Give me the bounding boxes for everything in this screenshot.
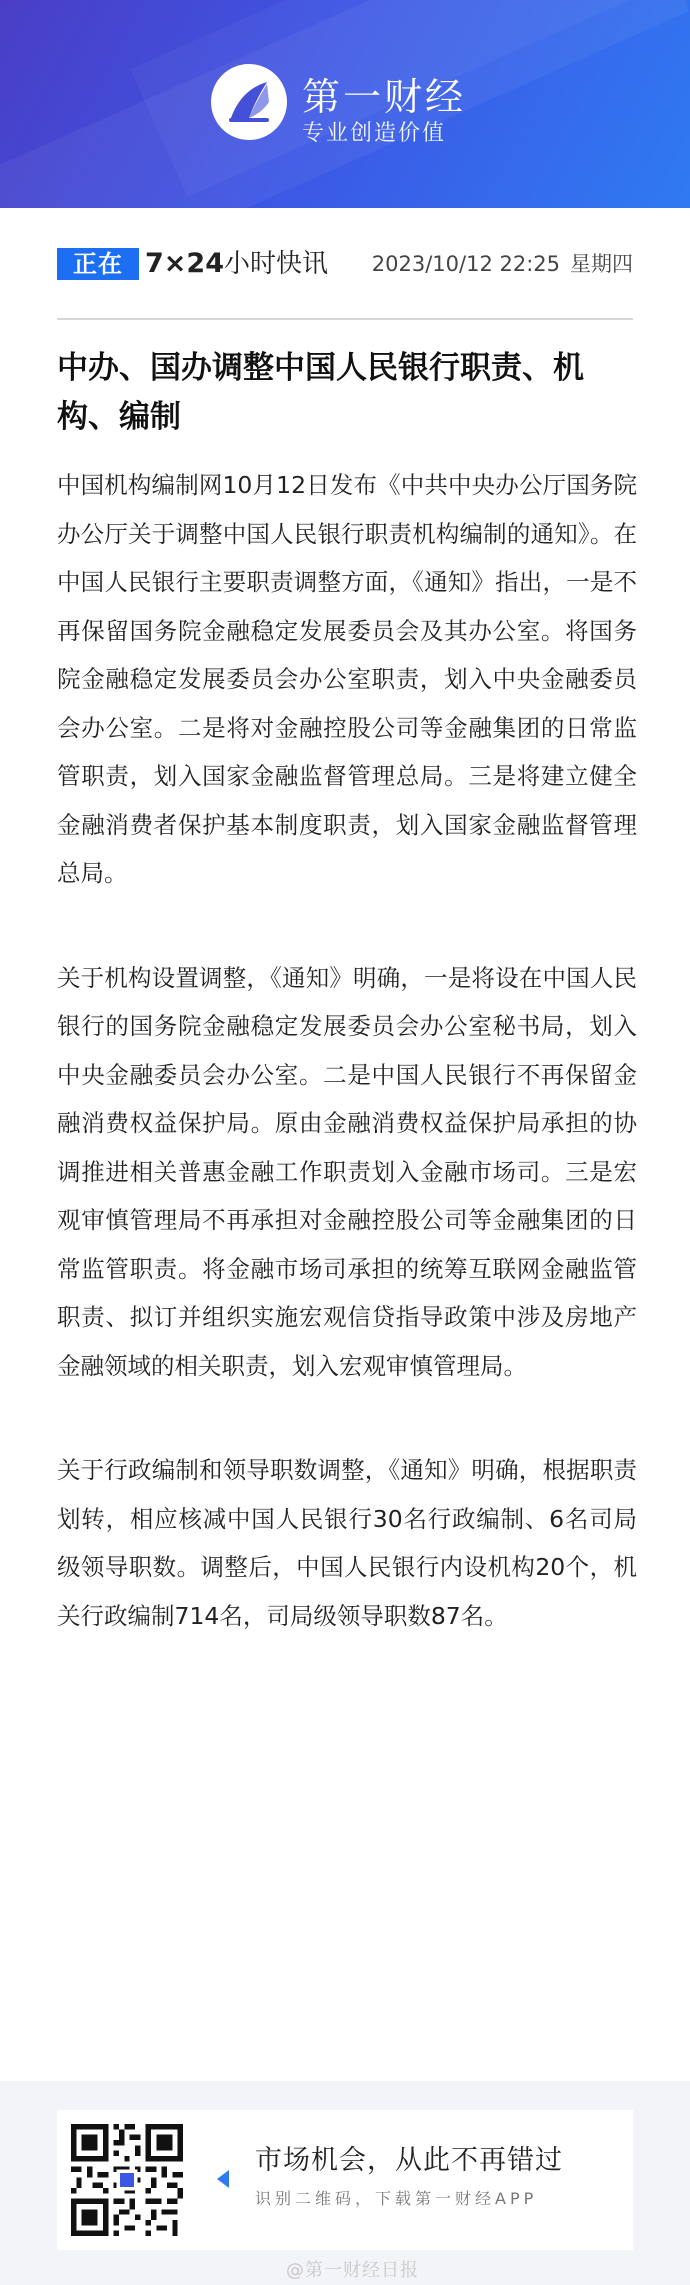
- play-arrow-icon: [215, 2168, 231, 2190]
- header-banner: [0, 0, 690, 208]
- yicai-logo-icon: [209, 62, 289, 142]
- publish-time: [372, 248, 633, 280]
- article-paragraph: 中国机构编制网10月12日发布《中共中央办公厅国务院办公厅关于调整中国人民银行职责机构编制的通知》。在中国人民银行主要职责调整方面，《通知》指出，一是不再保留国务院金融稳定发展委员会及其办公室。将国务院金融稳定发展委员会办公室职责，划入中央金融委员会办公室。二是将对金融控股公司等金融集团的日常监管职责，划入国家金融监督管理总局。三是将建立健全金融消费者保护基本制度职责，划入国家金融监督管理总局。: [57, 471, 637, 887]
- article-body: [57, 461, 637, 1696]
- section-name: [145, 248, 328, 280]
- article-card: [0, 208, 690, 2081]
- news-info-bar: [57, 244, 633, 284]
- promo-subtitle: 识别二维码，下载第一财经APP: [255, 2189, 538, 2208]
- publish-datetime: 2023/10/12 22:25: [371, 252, 560, 276]
- article-title: 中办、国办调整中国人民银行职责、机构、编制: [57, 350, 584, 435]
- watermark: @第一财经日报: [286, 2260, 419, 2281]
- live-badge: 正在: [57, 248, 139, 280]
- app-download-promo[interactable]: [57, 2110, 633, 2250]
- section-number: 7×24: [145, 248, 224, 279]
- brand-name: 第一财经: [302, 75, 467, 119]
- publish-weekday: 星期四: [570, 252, 633, 276]
- section-suffix: 小时快讯: [223, 249, 328, 279]
- divider: [57, 318, 633, 320]
- brand-slogan: 专业创造价值: [302, 121, 447, 146]
- promo-title: 市场机会，从此不再错过: [255, 2145, 563, 2176]
- article-paragraph: 关于行政编制和领导职数调整，《通知》明确，根据职责划转，相应核减中国人民银行30名行政编制、6名司局级领导职数。调整后，中国人民银行内设机构20个，机关行政编制714名，司局级领导职数87名。: [57, 1456, 637, 1630]
- qr-code[interactable]: [71, 2124, 183, 2236]
- article-paragraph: 关于机构设置调整，《通知》明确，一是将设在中国人民银行的国务院金融稳定发展委员会办公室秘书局，划入中央金融委员会办公室。二是中国人民银行不再保留金融消费权益保护局。原由金融消费权益保护局承担的协调推进相关普惠金融工作职责划入金融市场司。三是宏观审慎管理局不再承担对金融控股公司等金融集团的日常监管职责。将金融市场司承担的统筹互联网金融监管职责、拟订并组织实施宏观信贷指导政策中涉及房地产金融领域的相关职责，划入宏观审慎管理局。: [57, 963, 637, 1380]
